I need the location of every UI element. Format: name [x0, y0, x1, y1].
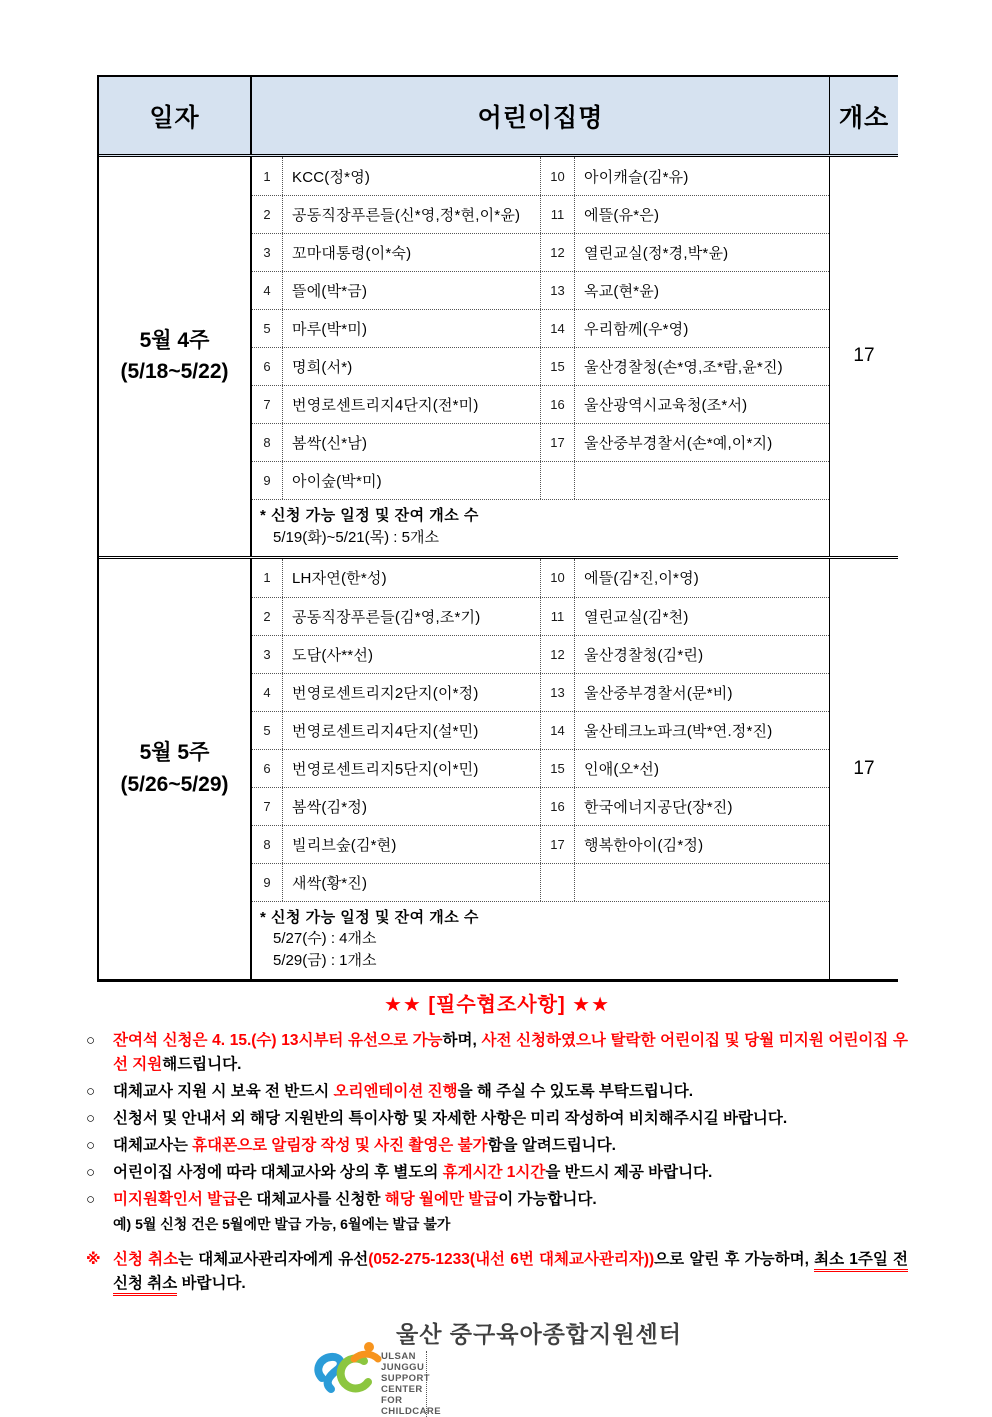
entry-number: 15 [541, 348, 575, 385]
notice-item [86, 1188, 908, 1212]
table-row [252, 825, 829, 863]
table-row [252, 157, 829, 195]
week-count: 17 [829, 559, 898, 979]
notice-item [86, 1080, 908, 1104]
entry-number: 4 [252, 674, 283, 711]
cancellation-note [86, 1248, 908, 1296]
entry-number: 5 [252, 712, 283, 749]
table-row [252, 863, 829, 901]
entry-number: 5 [252, 310, 283, 347]
notice-text-segment: 신청서 및 안내서 외 해당 지원반의 특이사항 및 자세한 사항은 미리 작성하여 비치해주시길 바랍니다. [113, 1110, 788, 1128]
circle-bullet-icon: ○ [86, 1110, 96, 1128]
notice-text-segment: 어린이집 사정에 따라 대체교사와 상의 후 별도의 [113, 1164, 443, 1182]
table-row [252, 597, 829, 635]
entry-number [541, 864, 575, 901]
notice-text-segment: 오리엔테이션 진행 [333, 1083, 458, 1101]
entry-number: 17 [541, 826, 575, 863]
circle-bullet-icon: ○ [86, 1191, 96, 1209]
entry-number: 2 [252, 196, 283, 233]
table-row [252, 347, 829, 385]
table-row [252, 673, 829, 711]
center-name: 번영로센트리지4단지(전*미) [283, 386, 541, 423]
center-name [575, 462, 828, 499]
entry-number: 12 [541, 636, 575, 673]
notice-text-segment: 는 대체교사관리자에게 유선 [178, 1251, 369, 1269]
center-name: 명희(서*) [283, 348, 541, 385]
entry-number: 1 [252, 559, 283, 597]
entry-number: 8 [252, 826, 283, 863]
center-name: 아이숲(박*미) [283, 462, 541, 499]
organization-logo-block [86, 1316, 908, 1417]
center-name: 울산중부경찰서(손*예,이*지) [584, 435, 773, 452]
center-name: 행복한아이(김*정) [584, 836, 704, 854]
entry-number: 16 [541, 788, 575, 825]
center-name: 한국에너지공단(장*진) [584, 798, 733, 816]
entry-number: 10 [541, 157, 575, 195]
schedule-table [97, 75, 898, 982]
center-name: 봄싹(신*남) [283, 424, 541, 461]
center-name [575, 864, 828, 901]
center-name: 울산테크노파크(박*연.정*진) [584, 722, 773, 740]
week-label: 5월 5주 [139, 741, 210, 765]
center-name: 열린교실(김*천) [584, 608, 689, 626]
notice-text-segment: 바랍니다. [177, 1275, 246, 1293]
center-name: 공동직장푸른들(신*영,정*현,이*윤) [283, 196, 541, 233]
week-block-may-week5 [99, 556, 898, 979]
center-list [252, 157, 829, 556]
center-name: KCC(정*영) [283, 157, 541, 195]
table-row [252, 749, 829, 787]
circle-bullet-icon: ○ [86, 1083, 96, 1101]
center-name: 번영로센트리지5단지(이*민) [283, 750, 541, 787]
table-row [252, 423, 829, 461]
center-list [252, 559, 829, 979]
week-date-cell [99, 559, 252, 979]
center-name: 우리함께(우*영) [584, 321, 689, 338]
availability-note-title: * 신청 가능 일정 및 잔여 개소 수 [260, 908, 479, 926]
entry-number: 13 [541, 674, 575, 711]
table-row [252, 195, 829, 233]
notice-text-segment: 이 가능합니다. [498, 1191, 597, 1209]
center-logo-icon [312, 1338, 384, 1396]
week-date-range: (5/18~5/22) [120, 360, 229, 384]
notice-text-segment: 을 반드시 제공 바랍니다. [545, 1164, 713, 1182]
entry-number: 3 [252, 636, 283, 673]
center-name: 빌리브숲(김*현) [283, 826, 541, 863]
notice-text-segment: 함을 알려드립니다. [487, 1137, 616, 1155]
notice-text-segment: 은 대체교사를 신청한 [237, 1191, 385, 1209]
availability-note [252, 499, 829, 556]
notice-text-segment: 해당 월에만 발급 [384, 1191, 499, 1209]
center-name: 열린교실(정*경,박*윤) [584, 245, 729, 262]
notice-item [86, 1029, 908, 1077]
entry-number: 4 [252, 272, 283, 309]
notice-item [86, 1134, 908, 1158]
notice-title: ★★ [필수협조사항] ★★ [383, 994, 611, 1016]
notice-text-segment: 최소 1주일 전 신청 취소 [113, 1251, 908, 1296]
notice-text-segment: 대체교사 지원 시 보육 전 반드시 [113, 1083, 334, 1101]
entry-number: 11 [541, 196, 575, 233]
center-name: 울산경찰청(김*린) [584, 646, 704, 664]
week-date-range: (5/26~5/29) [120, 772, 229, 796]
notice-text-segment: 대체교사는 [113, 1137, 193, 1155]
entry-number: 13 [541, 272, 575, 309]
table-row [252, 559, 829, 597]
notice-text-segment: 휴대폰으로 알림장 작성 및 사진 촬영은 불가 [192, 1137, 488, 1155]
entry-number: 2 [252, 598, 283, 635]
notice-text-segment: 해드립니다. [162, 1056, 242, 1074]
entry-number: 9 [252, 864, 283, 901]
notice-text-segment: (052-275-1233(내선 6번 대체교사관리자)) [368, 1251, 655, 1269]
entry-number: 14 [541, 310, 575, 347]
notice-example-line: 예) 5월 신청 건은 5월에만 발급 가능, 6월에는 발급 불가 [113, 1216, 451, 1233]
center-name: 인애(오*선) [584, 760, 660, 778]
entry-number: 11 [541, 598, 575, 635]
organization-name-ko: 울산 중구육아종합지원센터 [395, 1321, 682, 1348]
availability-note-line: 5/27(수) : 4개소 [273, 930, 377, 948]
notice-text-segment: 휴게시간 1시간 [442, 1164, 546, 1182]
entry-number: 6 [252, 750, 283, 787]
entry-number: 16 [541, 386, 575, 423]
entry-number: 17 [541, 424, 575, 461]
entry-number: 12 [541, 234, 575, 271]
entry-number: 9 [252, 462, 283, 499]
reference-mark-icon: ※ [86, 1251, 101, 1269]
center-name: 꼬마대통령(이*숙) [283, 234, 541, 271]
availability-note-title: * 신청 가능 일정 및 잔여 개소 수 [260, 507, 479, 524]
entry-number [541, 462, 575, 499]
table-row [252, 635, 829, 673]
notice-text-segment: 으로 알린 후 가능하며, [654, 1251, 815, 1269]
center-name: 번영로센트리지2단지(이*정) [283, 674, 541, 711]
entry-number: 1 [252, 157, 283, 195]
notice-text-segment: 하며, [442, 1032, 482, 1049]
table-row [252, 385, 829, 423]
table-row [252, 461, 829, 499]
center-name: 공동직장푸른들(김*영,조*기) [283, 598, 541, 635]
notice-item [86, 1161, 908, 1185]
circle-bullet-icon: ○ [86, 1137, 96, 1155]
center-name: 에뜰(김*진,이*영) [584, 570, 699, 587]
center-name: 새싹(황*진) [283, 864, 541, 901]
table-row [252, 711, 829, 749]
notice-section [86, 988, 908, 1417]
entry-number: 3 [252, 234, 283, 271]
availability-note-line: 5/19(화)~5/21(목) : 5개소 [273, 528, 439, 546]
center-name: 아이캐슬(김*유) [584, 168, 689, 186]
table-header-row [99, 77, 898, 157]
organization-name-en: ULSAN JUNGGU SUPPORT CENTER FOR CHILDCARE [380, 1351, 441, 1417]
notice-text-segment: 신청 취소 [113, 1251, 179, 1269]
entry-number: 6 [252, 348, 283, 385]
notice-item [86, 1107, 908, 1131]
week-label: 5월 4주 [139, 328, 210, 352]
circle-bullet-icon: ○ [86, 1032, 96, 1049]
header-date: 일자 [99, 77, 252, 154]
entry-number: 10 [541, 559, 575, 597]
center-name: 봄싹(김*정) [283, 788, 541, 825]
notice-text-segment: 미지원확인서 발급 [113, 1191, 238, 1209]
week-count: 17 [829, 157, 898, 556]
week-date-cell [99, 157, 252, 556]
table-row [252, 233, 829, 271]
availability-note [252, 901, 829, 979]
center-name: 마루(박*미) [283, 310, 541, 347]
table-row [252, 271, 829, 309]
center-name: 에뜰(유*은) [584, 207, 660, 224]
center-name: 옥교(현*윤) [584, 283, 660, 300]
center-name: 울산광역시교육청(조*서) [584, 397, 748, 414]
entry-number: 8 [252, 424, 283, 461]
center-name: 울산경찰청(손*영,조*람,윤*진) [584, 359, 783, 376]
header-center-name: 어린이집명 [477, 103, 604, 132]
center-name: 울산중부경찰서(문*비) [584, 684, 733, 702]
entry-number: 15 [541, 750, 575, 787]
table-row [252, 787, 829, 825]
week-block-may-week4 [99, 157, 898, 556]
circle-bullet-icon: ○ [86, 1164, 96, 1182]
center-name: LH자연(한*성) [283, 559, 541, 597]
center-name: 뜰에(박*금) [283, 272, 541, 309]
notice-text-segment: 을 해 주실 수 있도록 부탁드립니다. [457, 1083, 694, 1101]
center-name: 도담(사**선) [283, 636, 541, 673]
notice-text-segment: 사전 신청하였으나 탈락한 어린이집 및 당월 미지원 어린이집 우선 지원 [113, 1032, 909, 1074]
table-row [252, 309, 829, 347]
availability-note-line: 5/29(금) : 1개소 [273, 952, 377, 969]
header-count: 개소 [829, 77, 898, 154]
entry-number: 7 [252, 788, 283, 825]
entry-number: 7 [252, 386, 283, 423]
entry-number: 14 [541, 712, 575, 749]
notice-text-segment: 잔여석 신청은 4. 15.(수) 13시부터 유선으로 가능 [113, 1032, 443, 1049]
center-name: 번영로센트리지4단지(설*민) [283, 712, 541, 749]
